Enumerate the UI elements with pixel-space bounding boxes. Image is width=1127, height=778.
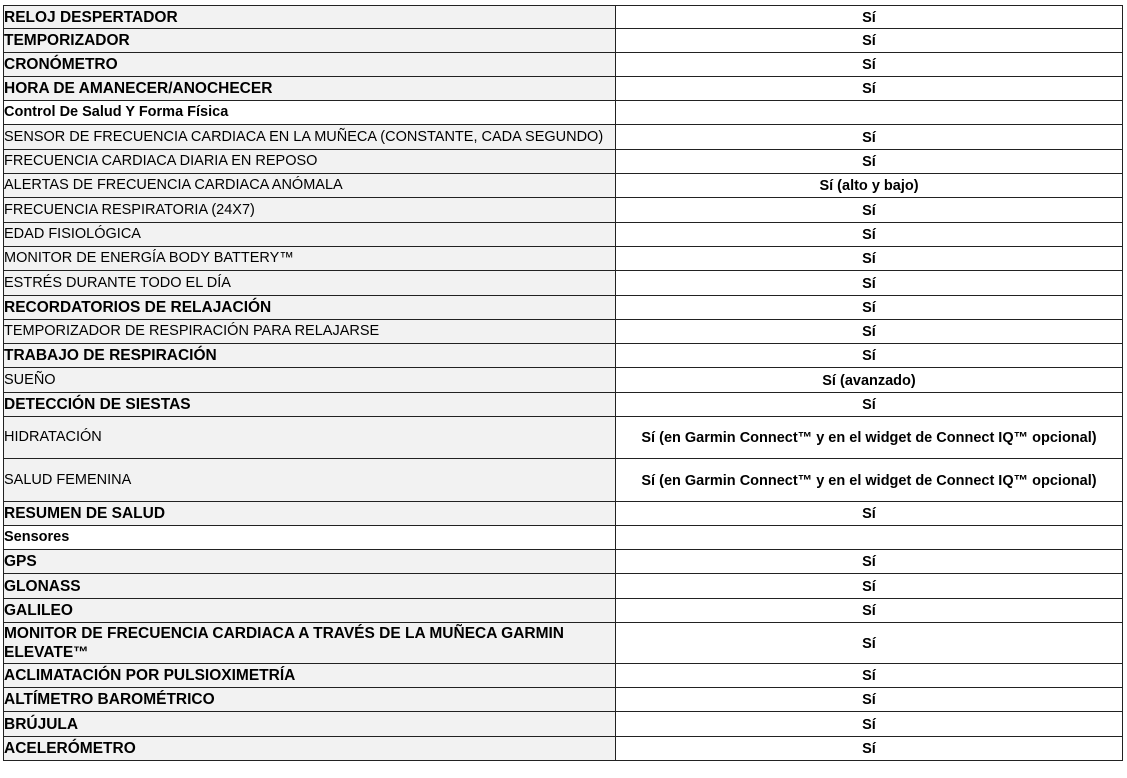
feature-name: RECORDATORIOS DE RELAJACIÓN [4, 296, 616, 320]
feature-row [4, 125, 1123, 150]
feature-value: Sí [616, 320, 1123, 344]
feature-name: GALILEO [4, 599, 616, 623]
feature-name: RELOJ DESPERTADOR [4, 6, 616, 29]
feature-row [4, 247, 1123, 271]
feature-name: TEMPORIZADOR DE RESPIRACIÓN PARA RELAJARSE [4, 320, 616, 344]
feature-row [4, 688, 1123, 712]
section-value-cell [616, 101, 1123, 125]
feature-name: BRÚJULA [4, 712, 616, 737]
feature-name: GPS [4, 550, 616, 574]
feature-row [4, 344, 1123, 368]
feature-row [4, 574, 1123, 599]
feature-row [4, 737, 1123, 761]
feature-value: Sí [616, 550, 1123, 574]
feature-name: GLONASS [4, 574, 616, 599]
feature-value: Sí [616, 574, 1123, 599]
section-header-row [4, 101, 1123, 125]
feature-row [4, 550, 1123, 574]
feature-row [4, 393, 1123, 417]
feature-name: SALUD FEMENINA [4, 459, 616, 502]
feature-value: Sí (avanzado) [616, 368, 1123, 393]
feature-value: Sí (en Garmin Connect™ y en el widget de Connect IQ™ opcional) [616, 459, 1123, 502]
feature-name: DETECCIÓN DE SIESTAS [4, 393, 616, 417]
feature-name: HIDRATACIÓN [4, 417, 616, 459]
feature-value: Sí [616, 688, 1123, 712]
feature-name: EDAD FISIOLÓGICA [4, 223, 616, 247]
feature-value: Sí [616, 198, 1123, 223]
feature-row [4, 271, 1123, 296]
feature-value: Sí [616, 599, 1123, 623]
feature-value: Sí [616, 502, 1123, 526]
feature-row [4, 29, 1123, 53]
feature-name: MONITOR DE ENERGÍA BODY BATTERY™ [4, 247, 616, 271]
feature-name: RESUMEN DE SALUD [4, 502, 616, 526]
feature-value: Sí [616, 125, 1123, 150]
feature-name: CRONÓMETRO [4, 53, 616, 77]
feature-row [4, 198, 1123, 223]
feature-value: Sí [616, 393, 1123, 417]
feature-value: Sí [616, 737, 1123, 761]
feature-row [4, 502, 1123, 526]
section-title: Sensores [4, 526, 616, 550]
feature-name: ACELERÓMETRO [4, 737, 616, 761]
feature-value: Sí [616, 53, 1123, 77]
feature-value: Sí [616, 623, 1123, 664]
feature-row [4, 296, 1123, 320]
feature-name: ALTÍMETRO BAROMÉTRICO [4, 688, 616, 712]
feature-name: FRECUENCIA CARDIACA DIARIA EN REPOSO [4, 150, 616, 174]
feature-row [4, 6, 1123, 29]
feature-value: Sí (alto y bajo) [616, 174, 1123, 198]
section-title: Control De Salud Y Forma Física [4, 101, 616, 125]
feature-value: Sí [616, 150, 1123, 174]
feature-name: MONITOR DE FRECUENCIA CARDIACA A TRAVÉS DE LA MUÑECA GARMIN ELEVATE™ [4, 623, 616, 664]
section-header-row [4, 526, 1123, 550]
feature-name: FRECUENCIA RESPIRATORIA (24X7) [4, 198, 616, 223]
feature-name: TRABAJO DE RESPIRACIÓN [4, 344, 616, 368]
feature-row [4, 320, 1123, 344]
feature-name: SUEÑO [4, 368, 616, 393]
feature-name: TEMPORIZADOR [4, 29, 616, 53]
feature-row [4, 174, 1123, 198]
feature-name: SENSOR DE FRECUENCIA CARDIACA EN LA MUÑECA (CONSTANTE, CADA SEGUNDO) [4, 125, 616, 150]
feature-spec-table-body [4, 6, 1123, 761]
feature-row [4, 712, 1123, 737]
feature-value: Sí [616, 247, 1123, 271]
feature-value: Sí [616, 77, 1123, 101]
feature-value: Sí [616, 29, 1123, 53]
section-value-cell [616, 526, 1123, 550]
feature-value: Sí [616, 223, 1123, 247]
feature-row [4, 623, 1123, 664]
feature-name: ALERTAS DE FRECUENCIA CARDIACA ANÓMALA [4, 174, 616, 198]
feature-row [4, 368, 1123, 393]
feature-spec-table [3, 5, 1123, 761]
feature-row [4, 53, 1123, 77]
feature-value: Sí [616, 712, 1123, 737]
feature-value: Sí (en Garmin Connect™ y en el widget de Connect IQ™ opcional) [616, 417, 1123, 459]
feature-value: Sí [616, 296, 1123, 320]
feature-value: Sí [616, 271, 1123, 296]
feature-row [4, 150, 1123, 174]
feature-row [4, 223, 1123, 247]
feature-row [4, 417, 1123, 459]
feature-row [4, 664, 1123, 688]
feature-row [4, 459, 1123, 502]
feature-value: Sí [616, 6, 1123, 29]
feature-row [4, 599, 1123, 623]
feature-name: ACLIMATACIÓN POR PULSIOXIMETRÍA [4, 664, 616, 688]
feature-value: Sí [616, 664, 1123, 688]
feature-name: HORA DE AMANECER/ANOCHECER [4, 77, 616, 101]
feature-name: ESTRÉS DURANTE TODO EL DÍA [4, 271, 616, 296]
feature-value: Sí [616, 344, 1123, 368]
feature-row [4, 77, 1123, 101]
